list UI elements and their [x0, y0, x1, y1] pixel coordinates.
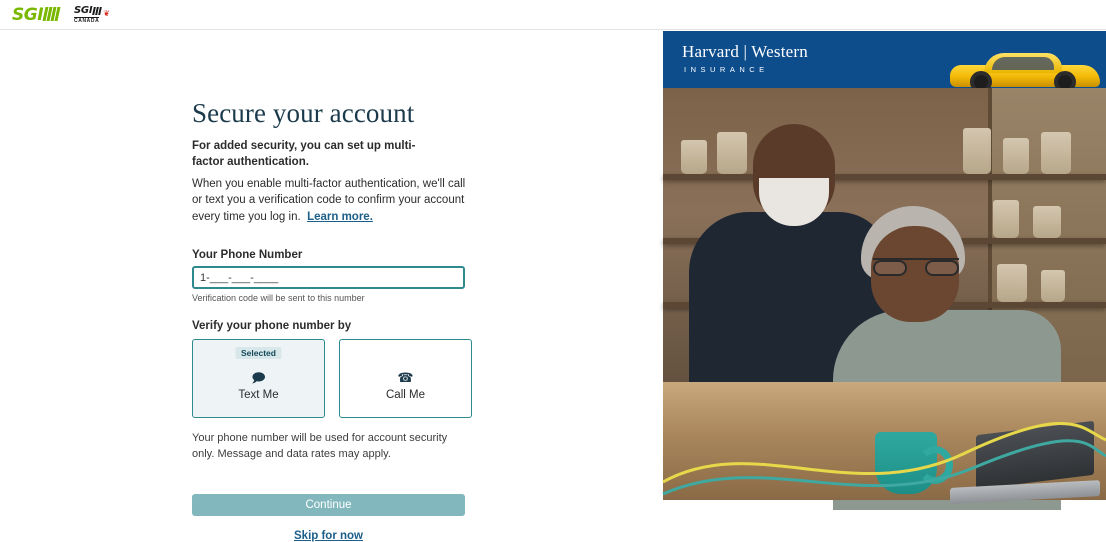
sgi-canada-logo-text: SGI [74, 4, 93, 16]
sgi-canada-logo[interactable] [74, 6, 101, 24]
promo-photo [663, 88, 1106, 500]
method-option-call-me-label: Call Me [386, 388, 425, 401]
phone-field-label: Your Phone Number [192, 249, 303, 262]
verify-method-group [192, 339, 472, 418]
harvard-western-subtitle: INSURANCE [684, 65, 769, 74]
harvard-western-name: Harvard | Western [682, 42, 808, 61]
selected-badge: Selected [235, 347, 282, 359]
method-option-call-me[interactable] [339, 339, 472, 418]
form-column [0, 31, 663, 542]
jar [1003, 138, 1029, 174]
harvard-western-logo [682, 42, 808, 74]
sgi-canada-logo-sub: CANADA [74, 17, 100, 24]
form-body-text [192, 176, 467, 225]
method-option-text-me[interactable] [192, 339, 325, 418]
form-lead-text: For added security, you can set up multi-factor authentication. [192, 140, 416, 168]
chat-bubble-icon: 🗩 [251, 369, 266, 385]
continue-button[interactable]: Continue [192, 494, 465, 516]
learn-more-link[interactable]: Learn more. [307, 210, 373, 223]
jar [1041, 132, 1071, 174]
sgi-logo-bars-icon [44, 6, 60, 24]
phone-icon: ☎ [397, 369, 414, 385]
phone-input[interactable] [192, 266, 465, 289]
verify-method-label: Verify your phone number by [192, 320, 352, 333]
maple-leaf-icon: ❦ [103, 9, 110, 18]
phone-helper-text: Verification code will be sent to this number [192, 293, 365, 304]
cord-decoration [663, 410, 1106, 500]
page-title: Secure your account [192, 98, 415, 128]
mfa-form [192, 98, 472, 542]
promo-panel [663, 31, 1106, 500]
harvard-western-banner [663, 31, 1106, 88]
skip-for-now-link[interactable]: Skip for now [294, 530, 363, 542]
method-option-text-me-label: Text Me [238, 388, 279, 401]
sgi-canada-logo-top [74, 6, 101, 16]
sgi-logo[interactable] [12, 5, 60, 25]
privacy-disclaimer: Your phone number will be used for account security only. Message and data rates may apply. [192, 432, 448, 460]
yellow-car-icon [950, 53, 1100, 93]
jar [963, 128, 991, 174]
site-header [0, 0, 1106, 30]
sgi-logo-text: SGI [12, 4, 44, 25]
form-body-copy: When you enable multi-factor authentication, we'll call or text you a verification code to confirm your account every time you log in. [192, 178, 466, 223]
